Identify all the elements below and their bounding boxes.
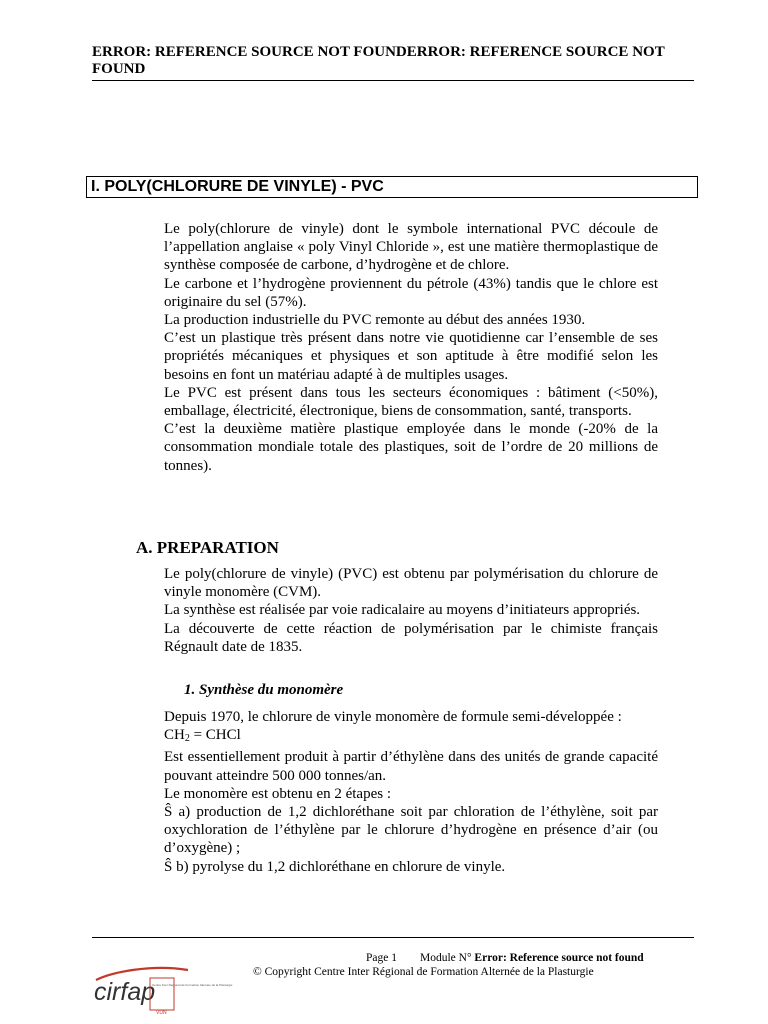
- footer-copyright: © Copyright Centre Inter Régional de Formation Alternée de la Plasturgie: [253, 966, 594, 978]
- formula-subscript: 2: [184, 733, 190, 745]
- footer-page-info: [366, 951, 644, 965]
- list-item: Ŝ a) production de 1,2 dichloréthane soit par chloration de l’éthylène, soit par oxychloration de l’éthylène par le chlorure d’hydrogène en présence d’air (ou d’oxygène) ;: [164, 804, 658, 857]
- paragraph: Le carbone et l’hydrogène proviennent du pétrole (43%) tandis que le chlore est originaire du sel (57%).: [164, 275, 658, 310]
- paragraph: Le monomère est obtenu en 2 étapes :: [164, 785, 392, 802]
- footer-page: Page 1: [366, 952, 397, 964]
- header-title: ERROR: REFERENCE SOURCE NOT FOUNDERROR: REFERENCE SOURCE NOT FOUND: [92, 44, 665, 77]
- section-body: [164, 220, 658, 475]
- paragraph: C’est la deuxième matière plastique employée dans le monde (-20% de la consommation mondiale totale des plastiques, soit de l’ordre de 20 millions de tonnes).: [164, 421, 658, 474]
- list-item: Ŝ b) pyrolyse du 1,2 dichloréthane en chlorure de vinyle.: [164, 858, 506, 875]
- section-title: I. POLY(CHLORURE DE VINYLE) - PVC: [91, 178, 384, 195]
- formula-part: = CHCl: [189, 727, 241, 744]
- paragraph: C’est un plastique très présent dans notre vie quotidienne car l’ensemble de ses propriétés mécaniques et physiques et son aptitude à être modifié selon les besoins en font un matériau adapté à de multiples usages.: [164, 330, 658, 383]
- footer-module: Module N°: [419, 952, 472, 964]
- footer-divider: [92, 937, 694, 938]
- paragraph: Est essentiellement produit à partir d’éthylène dans des unités de grande capacité pouvant atteindre 500 000 tonnes/an.: [164, 749, 658, 784]
- section-title-box: [86, 176, 698, 198]
- subsection-body: [164, 565, 658, 656]
- paragraph: La production industrielle du PVC remonte au début des années 1930.: [164, 312, 586, 329]
- logo-wordmark: cirfap: [94, 978, 156, 1006]
- paragraph: Le PVC est présent dans tous les secteurs économiques : bâtiment (<50%), emballage, électricité, électronique, biens de consommation, santé, transports.: [164, 384, 658, 420]
- subsubsection-body: [164, 708, 658, 876]
- logo-tag: VDN: [156, 1010, 167, 1016]
- page-header: [92, 44, 694, 81]
- chemical-formula: [164, 726, 658, 748]
- paragraph: Depuis 1970, le chlorure de vinyle monomère de formule semi-développée :: [164, 709, 622, 725]
- paragraph: La découverte de cette réaction de polymérisation par le chimiste français Régnault date de 1835.: [164, 620, 658, 655]
- subsubsection-title: 1. Synthèse du monomère: [184, 682, 344, 698]
- formula-part: CH: [164, 727, 185, 744]
- paragraph: La synthèse est réalisée par voie radicalaire au moyens d’initiateurs appropriés.: [164, 602, 641, 619]
- subsection-title: A. PREPARATION: [136, 538, 279, 557]
- cirfap-logo: [92, 942, 233, 1017]
- footer-error: Error: Reference source not found: [474, 952, 644, 964]
- logo-small-text: Centre Inter Régional de Formation Alternée de la Plasturgie: [152, 983, 233, 987]
- paragraph: Le poly(chlorure de vinyle) dont le symbole international PVC découle de l’appellation anglaise « poly Vinyl Chloride », est une matière thermoplastique de synthèse composée de carbone, d’hydrogène et de chlore.: [164, 221, 658, 274]
- paragraph: Le poly(chlorure de vinyle) (PVC) est obtenu par polymérisation du chlorure de vinyle monomère (CVM).: [164, 566, 658, 601]
